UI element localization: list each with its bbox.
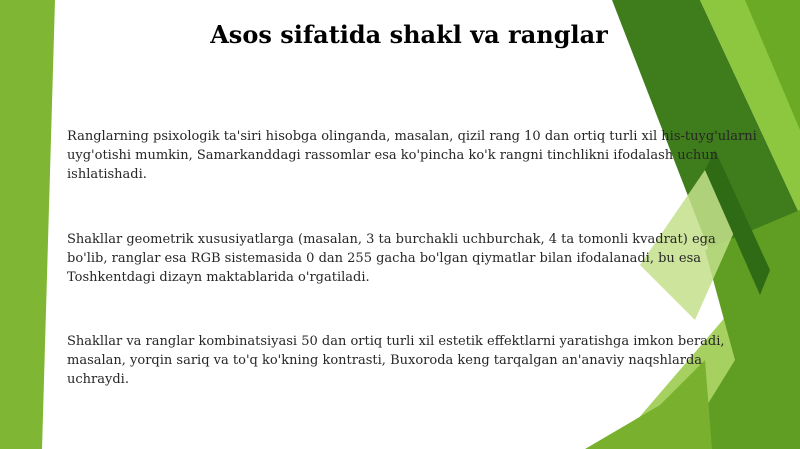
slide-title: Asos sifatida shakl va ranglar (210, 20, 608, 49)
paragraph-shapes-geometry: Shakllar geometrik xususiyatlarga (masalan, 3 ta burchakli uchburchak, 4 ta tomonli kvadrat) ega bo'lib, ranglar esa RGB sistemasida 0 dan 255 gacha bo'lgan qiymatlar bilan ifodalanadi, bu esa Toshkentdagi dizayn maktablarida o'rgatiladi. (67, 232, 716, 285)
paragraph-colors-psychology: Ranglarning psixologik ta'siri hisobga olinganda, masalan, qizil rang 10 dan ortiq turli xil his-tuyg'ularni uyg'otishi mumkin, Samarkanddagi rassomlar esa ko'pincha ko'k rangni tinchlikni ifodalash uchun ishlatishadi. (67, 129, 757, 182)
paragraph-combination-effects: Shakllar va ranglar kombinatsiyasi 50 dan ortiq turli xil estetik effektlarni yaratishga imkon beradi, masalan, yorqin sariq va to'q ko'kning kontrasti, Buxoroda keng tarqalgan an'anaviy naqshlarda uchraydi. (67, 334, 725, 387)
left-green-strip (0, 0, 55, 449)
